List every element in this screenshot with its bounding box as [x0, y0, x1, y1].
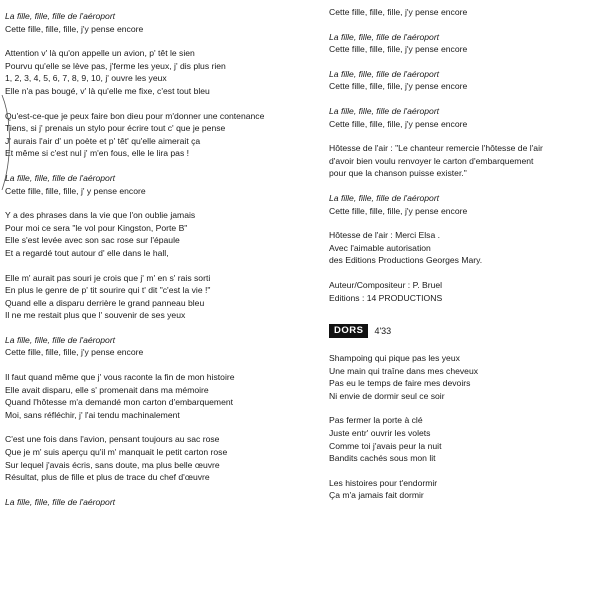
lyric-line: Et a regardé tout autour d' elle dans le hall,	[5, 247, 169, 258]
lyric-line: Une main qui traîne dans mes cheveux	[329, 365, 479, 376]
track-lyrics	[329, 352, 597, 502]
lyric-line: Ni envie de dormir seul ce soir	[329, 390, 445, 401]
left-lyrics-column	[5, 10, 323, 520]
lyric-line: d'avoir bien voulu renvoyer le carton d'embarquement	[329, 155, 534, 166]
track-heading	[329, 324, 597, 338]
lyric-line: La fille, fille, fille de l'aéroport	[329, 192, 440, 203]
stanza-credit	[329, 279, 597, 304]
stanza-chorus	[5, 10, 323, 35]
lyric-line: Ça m'a jamais fait dormir	[329, 490, 424, 501]
stanza-chorus	[5, 496, 323, 509]
lyric-line: Les histoires pour t'endormir	[329, 477, 438, 488]
stanza-chorus	[5, 334, 323, 359]
lyric-line: Cette fille, fille, fille, j'y pense encore	[329, 44, 468, 55]
lyric-line: La fille, fille, fille de l'aéroport	[5, 496, 116, 507]
right-lyrics-column	[329, 6, 597, 514]
lyric-line: Elle n'a pas bougé, v' là qu'elle me fixe, c'est tout bleu	[5, 85, 210, 96]
stanza-chorus	[329, 6, 597, 19]
lyric-line: Il ne me restait plus que l' souvenir de ses yeux	[5, 310, 186, 321]
right-stanzas	[329, 6, 597, 304]
lyric-line: Comme toi j'avais peur la nuit	[329, 440, 442, 451]
lyric-line: Hôtesse de l'air : Merci Elsa .	[329, 230, 441, 241]
lyric-line: Qu'est-ce-que je peux faire bon dieu pour m'donner une contenance	[5, 110, 265, 121]
lyric-line: Pas fermer la porte à clé	[329, 415, 423, 426]
stanza-chorus	[329, 192, 597, 217]
binding-curve-decoration	[0, 95, 14, 190]
stanza-verse	[329, 414, 597, 464]
lyric-line: Quand elle a disparu derrière le grand panneau bleu	[5, 297, 205, 308]
lyric-line: Pas eu le temps de faire mes devoirs	[329, 378, 471, 389]
lyric-line: Quand l'hôtesse m'a demandé mon carton d'embarquement	[5, 397, 234, 408]
lyric-line: En plus le genre de p' tit sourire qui t' dit "c'est la vie !"	[5, 285, 211, 296]
lyric-line: Cette fille, fille, fille, j'y pense encore	[5, 23, 144, 34]
stanza-verse	[5, 272, 323, 322]
lyric-line: Hôtesse de l'air : "Le chanteur remercie l'hôtesse de l'air	[329, 143, 543, 154]
track-title-badge: DORS	[329, 324, 368, 338]
lyric-line: Il faut quand même que j' vous raconte la fin de mon histoire	[5, 372, 235, 383]
lyric-line: Cette fille, fille, fille, j'y pense encore	[5, 347, 144, 358]
lyric-line: Pour moi ce sera "le vol pour Kingston, Porte B"	[5, 222, 188, 233]
lyric-line: Cette fille, fille, fille, j'y pense encore	[329, 81, 468, 92]
lyric-line: Moi, sans réfléchir, j' l'ai tendu machinalement	[5, 409, 180, 420]
lyric-line: Elle avait disparu, elle s' promenait dans ma mémoire	[5, 384, 209, 395]
lyric-line: Tiens, si j' prenais un stylo pour écrire tout c' que je pense	[5, 123, 226, 134]
lyric-line: Résultat, plus de fille et plus de trace du chef d'œuvre	[5, 472, 210, 483]
lyric-line: 1, 2, 3, 4, 5, 6, 7, 8, 9, 10, j' ouvre les yeux	[5, 73, 167, 84]
lyric-line: J' aurais l'air d' un poète et p' têt' qu'elle aimerait ça	[5, 135, 201, 146]
lyric-line: Shampoing qui pique pas les yeux	[329, 353, 460, 364]
stanza-verse	[5, 209, 323, 259]
lyric-line: Que je m' suis aperçu qu'il m' manquait le petit carton rose	[5, 447, 228, 458]
lyric-line: La fille, fille, fille de l'aéroport	[329, 105, 440, 116]
stanza-verse	[329, 352, 597, 402]
lyric-line: C'est une fois dans l'avion, pensant toujours au sac rose	[5, 434, 220, 445]
lyric-line: Avec l'aimable autorisation	[329, 242, 431, 253]
stanza-note	[329, 142, 597, 180]
stanza-credit	[329, 229, 597, 267]
lyric-line: pour que la chanson puisse exister."	[329, 168, 467, 179]
lyric-line: La fille, fille, fille de l'aéroport	[5, 172, 116, 183]
lyric-line: Pourvu qu'elle se lève pas, j'ferme les yeux, j' dis plus rien	[5, 60, 226, 71]
track-duration: 4'33	[374, 325, 392, 336]
stanza-verse	[329, 477, 597, 502]
lyric-line: Cette fille, fille, fille, j'y pense encore	[329, 7, 468, 17]
lyric-line: Cette fille, fille, fille, j'y pense encore	[329, 205, 468, 216]
stanza-verse	[5, 47, 323, 97]
stanza-chorus	[329, 105, 597, 130]
stanza-chorus	[329, 68, 597, 93]
lyric-line: Et même si c'est nul j' m'en fous, elle le lira pas !	[5, 148, 190, 159]
lyric-line: Auteur/Compositeur : P. Bruel	[329, 279, 443, 290]
lyric-line: La fille, fille, fille de l'aéroport	[5, 334, 116, 345]
lyric-line: La fille, fille, fille de l'aéroport	[329, 68, 440, 79]
lyric-line: Cette fille, fille, fille, j' y pense encore	[5, 185, 146, 196]
lyric-line: Bandits cachés sous mon lit	[329, 453, 436, 464]
lyric-line: La fille, fille, fille de l'aéroport	[329, 31, 440, 42]
lyric-line: Y a des phrases dans la vie que l'on oublie jamais	[5, 210, 196, 221]
lyric-line: Attention v' là qu'on appelle un avion, p' têt le sien	[5, 48, 195, 59]
stanza-chorus	[5, 172, 323, 197]
lyric-line: Elle m' aurait pas souri je crois que j' m' en s' rais sorti	[5, 272, 211, 283]
stanza-verse	[5, 110, 323, 160]
stanza-chorus	[329, 31, 597, 56]
lyric-line: Juste entr' ouvrir les volets	[329, 428, 431, 439]
lyric-line: Editions : 14 PRODUCTIONS	[329, 292, 443, 303]
lyric-line: Sur lequel j'avais écris, sans doute, ma plus belle œuvre	[5, 459, 220, 470]
lyric-line: des Editions Productions Georges Mary.	[329, 255, 483, 266]
stanza-verse	[5, 433, 323, 483]
lyric-line: Elle s'est levée avec son sac rose sur l'épaule	[5, 235, 180, 246]
lyric-line: Cette fille, fille, fille, j'y pense encore	[329, 118, 468, 129]
lyric-line: La fille, fille, fille de l'aéroport	[5, 11, 116, 21]
stanza-verse	[5, 371, 323, 421]
